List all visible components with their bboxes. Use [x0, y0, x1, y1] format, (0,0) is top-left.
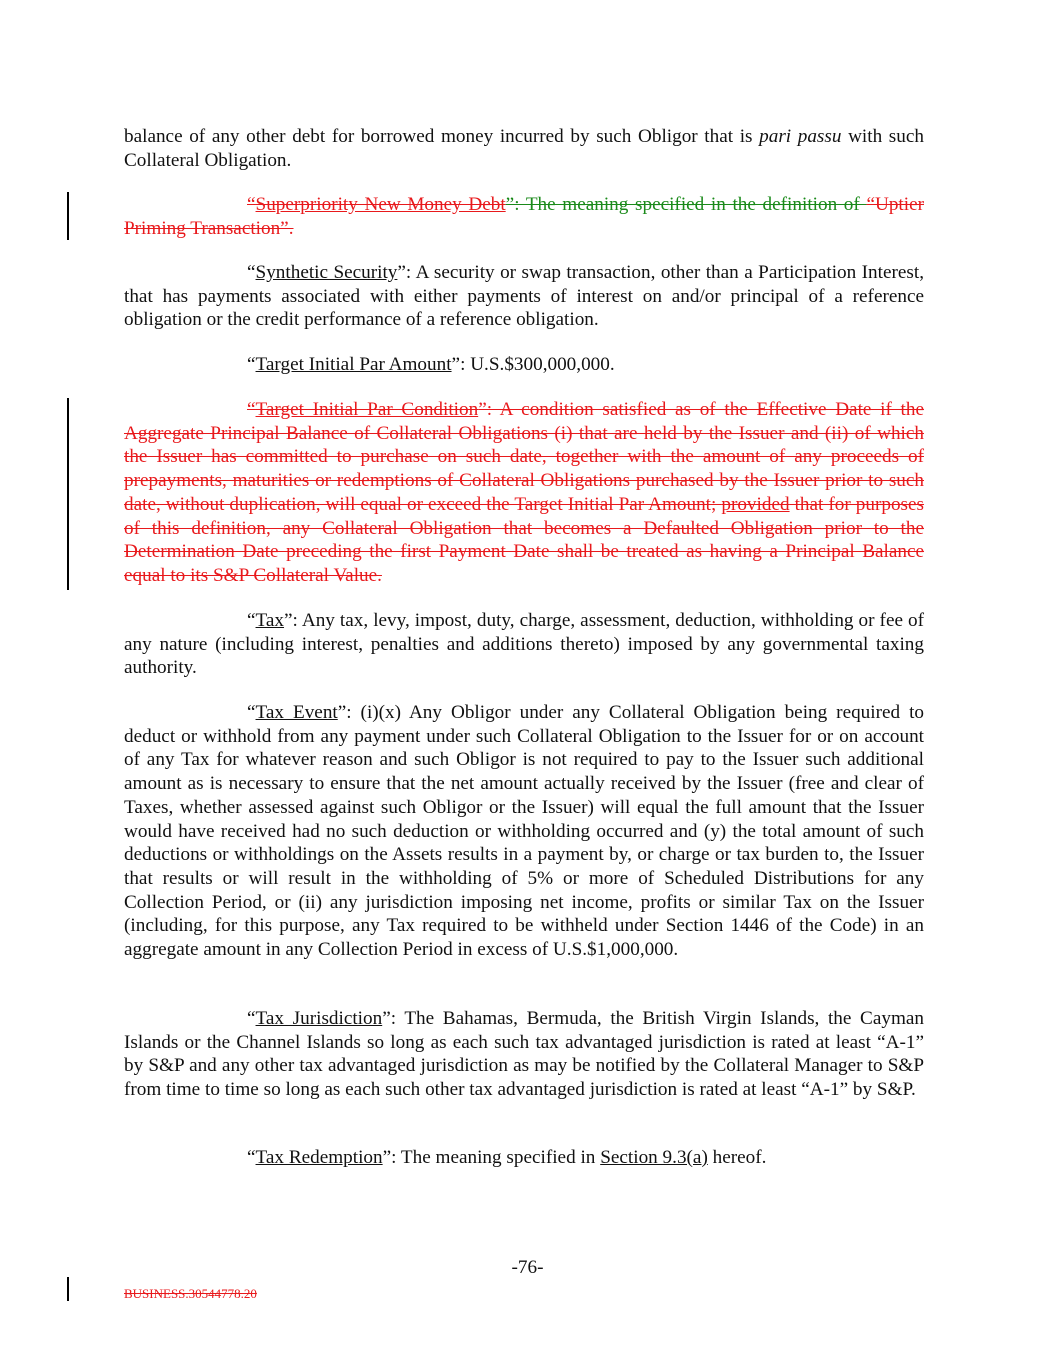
definition-target-initial-par-condition [124, 398, 924, 588]
text: “ [247, 1147, 256, 1168]
italic-text: pari passu [759, 126, 842, 147]
text: ”: U.S.$300,000,000. [451, 354, 615, 375]
text: ”: The meaning specified in [382, 1147, 601, 1168]
text: “Uptier Priming Transaction”. [124, 194, 924, 239]
text: “ [247, 354, 256, 375]
text: ”: The Bahamas, Bermuda, the British Virgin Islands, the Cayman Islands or the Channel Islands so long as each such tax advantaged jurisdiction is rated at least “A-1” by S&P and any other tax advantaged jurisdiction as may be notified by the Collateral Manager to S&P from time to time so long as each such other tax advantaged jurisdiction is rated at least “A-1” by S&P. [124, 1008, 924, 1101]
defined-term: Tax Event [255, 702, 338, 723]
text: “ [247, 610, 256, 631]
definition-target-initial-par-amount [124, 353, 924, 377]
text: “ [247, 1008, 256, 1029]
definition-synthetic-security [124, 261, 924, 332]
section-reference: Section 9.3(a) [600, 1147, 708, 1168]
definition-tax-event [124, 701, 924, 962]
defined-term: Target Initial Par Condition [255, 399, 479, 420]
defined-term: Target Initial Par Amount [255, 354, 452, 375]
text: ”: The meaning specified in the definition of [505, 194, 867, 215]
text: ”: A condition satisfied as of the Effective Date if the Aggregate Principal Balance of Collateral Obligations (i) that are held by the Issuer and (ii) of which the Issuer has committed to purchase on such date, together with the amount of any proceeds of prepayments, maturities or redemptions of Collateral Obligations purchased by the Issuer prior to such date, without duplication, will equal or exceed the Target Initial Par Amount; [124, 399, 924, 515]
text: “ [247, 262, 256, 283]
text: “ [247, 194, 256, 215]
text: balance of any other debt for borrowed money incurred by such Obligor that is [124, 126, 760, 147]
defined-term: Tax [255, 610, 285, 631]
text: ”: (i)(x) Any Obligor under any Collateral Obligation being required to deduct or withhold from any payment under such Collateral Obligation to the Issuer for or on account of any Tax for whatever reason and such Obligor is not required to pay to the Issuer such additional amount as is necessary to ensure that the net amount actually received by the Issuer (free and clear of Taxes, whether assessed against such Obligor or the Issuer) will equal the full amount that the Issuer would have received had no such deduction or withholding occurred and (y) the total amount of such deductions or withholdings on the Assets results in a payment by, or charge or tax burden to, the Issuer that results or will result in the withholding of 5% or more of Scheduled Distributions for any Collection Period, or (ii) any jurisdiction imposing net income, profits or similar Tax on the Issuer (including, for this purpose, any Tax required to be withheld under Section 1446 of the Code) in an aggregate amount in any Collection Period in excess of U.S.$1,000,000. [124, 702, 924, 961]
definition-tax-jurisdiction [124, 1007, 924, 1102]
definition-superpriority-new-money-debt [124, 193, 924, 240]
change-bar [67, 192, 69, 240]
text: hereof. [707, 1147, 767, 1168]
text: provided [721, 493, 790, 515]
defined-term: Synthetic Security [255, 262, 398, 283]
text: that for purposes of this definition, any Collateral Obligation that becomes a Defaulted Obligation prior to the Determination Date preceding the first Payment Date shall be treated as having a Principal Balance equal to its S&P Collateral Value. [124, 493, 924, 586]
text: “ [247, 702, 256, 723]
document-id-footer: BUSINESS.30544778.20 [124, 1286, 257, 1301]
text: with such Collateral Obligation. [124, 126, 924, 171]
definition-tax-redemption [124, 1146, 924, 1170]
definition-tax [124, 609, 924, 680]
text: ”: A security or swap transaction, other than a Participation Interest, that has payments associated with either payments of interest on and/or principal of a reference obligation or the credit performance of a reference obligation. [124, 262, 924, 331]
text: “ [247, 399, 256, 420]
text: ”: Any tax, levy, impost, duty, charge, assessment, deduction, withholding or fee of any nature (including interest, penalties and additions thereto) imposed by any governmental taxing authority. [124, 610, 924, 679]
change-bar [67, 1277, 69, 1301]
change-bar [67, 398, 69, 590]
page-number: -76- [511, 1257, 544, 1278]
defined-term: Tax Jurisdiction [255, 1008, 383, 1029]
paragraph-continuation [124, 125, 924, 172]
defined-term: Superpriority New Money Debt [255, 194, 506, 215]
defined-term: Tax Redemption [255, 1147, 383, 1168]
